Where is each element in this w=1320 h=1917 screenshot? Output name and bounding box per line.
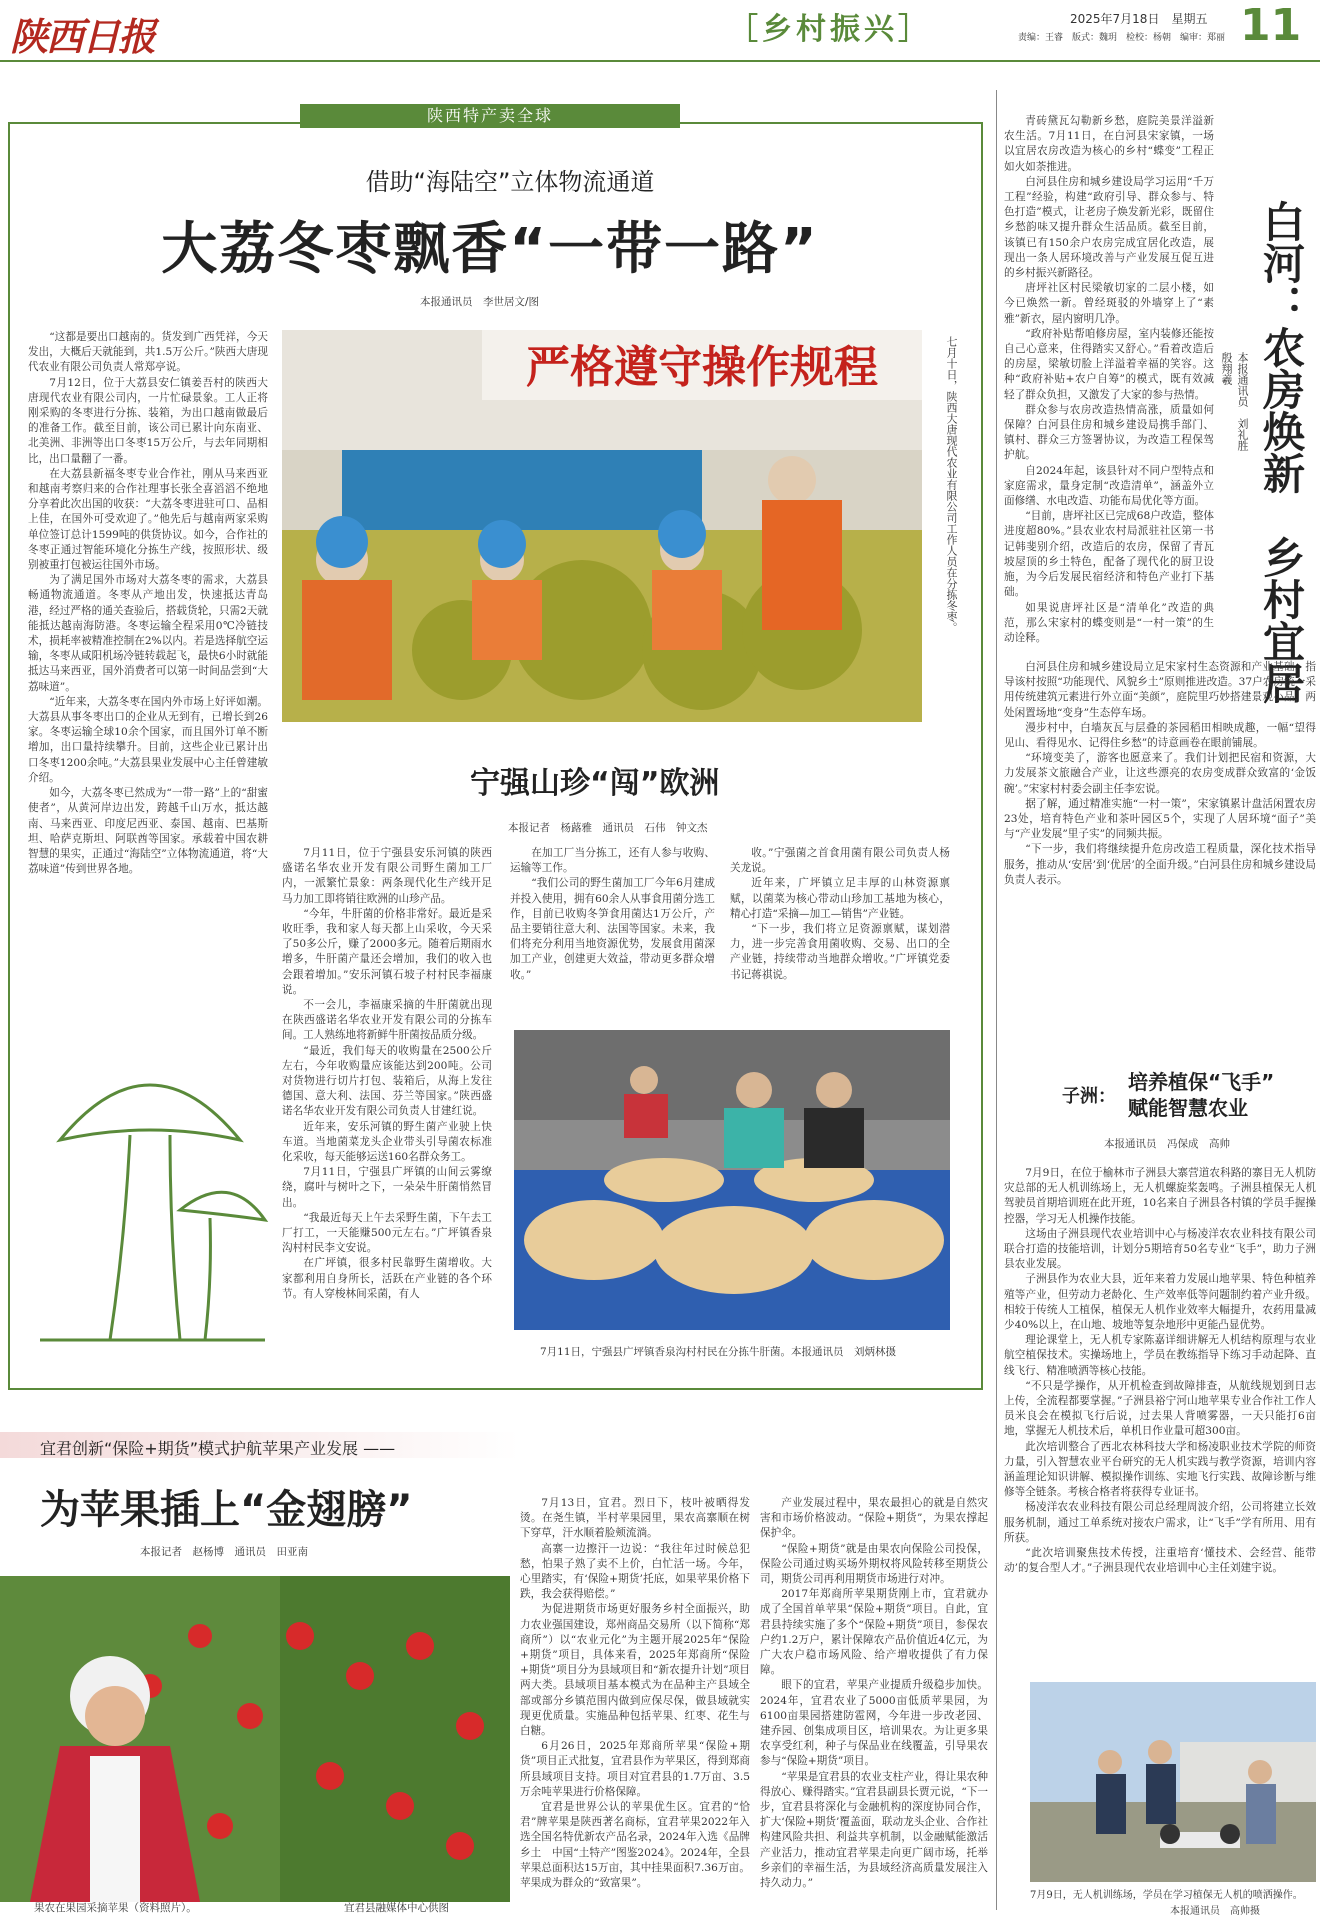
apple-photo-credit: 宜君县融媒体中心供图 <box>344 1902 449 1914</box>
page-number: 11 <box>1240 0 1302 51</box>
paragraph: 如果说唐坪社区是“清单化”改造的典范，那么宋家村的蝶变则是“一村一策”的生动诠释。 <box>1004 601 1214 644</box>
paragraph: 在加工厂当分拣工，还有人参与收购、运输等工作。 <box>510 847 715 875</box>
paragraph: 杨凌洋农农业科技有限公司总经理周波介绍，公司将建立长效服务机制，通过工单系统对接农户需求，让“飞手”学有所用、用有所获。 <box>1004 1501 1316 1544</box>
mushroom-photo <box>514 1030 950 1330</box>
paragraph: 收。”宁强菌之首食用菌有限公司负责人杨关龙说。 <box>730 847 950 875</box>
zizhou-title-2: 赋能智慧农业 <box>1128 1096 1248 1120</box>
paragraph: 7月11日，位于宁强县安乐河镇的陕西盛诺名华农业开发有限公司野生菌加工厂内，一派繁忙景象：两条现代化生产线开足马力加工即将销往欧洲的山珍产品。 <box>282 847 492 905</box>
paragraph: “我最近每天上午去采野生菌，下午去工厂打工，一天能赚500元左右。”广坪镇香泉沟村村民李文安说。 <box>282 1211 492 1255</box>
paragraph: 6月26日，2025年郑商所苹果“保险+期货”项目正式批复，宜君县作为苹果区，得到郑商所县域项目支持。项目对宜君县的1.7万亩、3.5万余吨苹果进行价格保障。 <box>520 1740 750 1798</box>
apple-photo <box>0 1576 510 1902</box>
paragraph: 2017年郑商所苹果期货刚上市，宜君就办成了全国首单苹果“保险+期货”项目。自此，宜君县持续实施了多个“保险+期货”项目，参保农户约1.2万户，累计保障农产品价值近4亿元，为广大农户稳市场风险、给产增收提供了有力保障。 <box>760 1588 988 1677</box>
paragraph: 唐坪社区村民梁敏切家的二层小楼，如今已焕然一新。曾经斑驳的外墙穿上了“素雅”新衣，屋内窗明几净。 <box>1004 282 1214 325</box>
baihe-body-lower <box>1004 660 1316 1060</box>
zizhou-title-1: 培养植保“飞手” <box>1128 1070 1275 1094</box>
zizhou-place: 子洲： <box>1062 1086 1116 1107</box>
paragraph: “苹果是宜君县的农业支柱产业，得让果农种得放心、赚得踏实。”宜君县副县长贾元说，“下一步，宜君县将深化与金融机构的深度协同合作，扩大‘保险+期货’覆盖面，联动龙头企业、合作社构建风险共担、利益共享机制，以金融赋能激活产业活力，推动宜君苹果走向更广阔市场，托举乡亲们的幸福生活，为县域经济高质量发展注入持久动力。” <box>760 1770 988 1890</box>
paragraph: 群众参与农房改造热情高涨，质量如何保障？白河县住房和城乡建设局携手部门、镇村、群众三方签署协议，为改造工程保驾护航。 <box>1004 403 1214 462</box>
paragraph: 白河县住房和城乡建设局立足宋家村生态资源和产业基础，指导该村按照“功能现代、风貌乡土”原则推进改造。37户农房统一采用传统建筑元素进行外立面“美颜”，庭院里巧妙搭建景观小品，两处闲置场地“变身”生态停车场。 <box>1004 661 1316 719</box>
paragraph: 据了解，通过精准实施“一村一策”，宋家镇累计盘活闲置农房23处，培育特色产业和茶叶园区5个，实现了人居环境“面子”美与“产业发展”里子实”的同频共振。 <box>1004 797 1316 841</box>
paragraph: 7月13日，宜君。烈日下，枝叶被晒得发烫。在尧生镇，半村苹果园里，果农高寨顺在树下穿草，汗水顺着脸颊流淌。 <box>520 1497 750 1540</box>
paragraph: 此次培训整合了西北农林科技大学和杨凌职业技术学院的师资力量，引入智慧农业平台研究的无人机实践与教学资源，培训内容涵盖理论知识讲解、模拟操作训练、实地飞行实践、故障诊断与维修等全链条。考核合格者将获得专业证书。 <box>1004 1440 1316 1499</box>
paragraph: 在大荔县新福冬枣专业合作社，刚从马来西亚和越南考察归来的合作社理事长张全喜滔滔不绝地分享着此次出国的收获：“大荔冬枣进驻可口、品相上佳，在国外可受欢迎了。”他先后与越南两家采购单位签订总计1599吨的供货协议。如今，合作社的冬枣正通过智能环境化分拣生产线，按照形状、级别被重打包被运往国外市场。 <box>28 467 268 572</box>
paragraph: “最近，我们每天的收购量在2500公斤左右，今年收购量应该能达到200吨。公司对货物进行切片打包、装箱后，从海上发往德国、意大利、法国、芬兰等国家。”陕西盛诺名华农业开发有限公司负责人甘建红说。 <box>282 1044 492 1118</box>
zizhou-body <box>1004 1166 1316 1678</box>
lead-byline: 本报通讯员 李世居文/图 <box>420 296 540 308</box>
mushroom-body-col2 <box>510 846 715 1026</box>
page-header <box>0 0 1320 62</box>
apple-title: 为苹果插上“金翅膀” <box>40 1487 413 1533</box>
paragraph: “我们公司的野生菌加工厂今年6月建成并投入使用，拥有60余人从事食用菌分选工作，目前已收购冬笋食用菌达1万公斤，产品主要销往意大利、法国等国家。未来，我们将充分利用当地资源优势，发展食用菌深加工产业，创建更大效益，带动更多群众增收。” <box>510 877 715 981</box>
mushroom-photo-caption: 7月11日，宁强县广坪镇香泉沟村村民在分拣牛肝菌。本报通讯员 刘炳林摄 <box>540 1346 897 1358</box>
paragraph: 漫步村中，白墙灰瓦与层叠的茶园稻田相映成趣，一幅“望得见山、看得见水、记得住乡愁”的诗意画卷在眼前铺展。 <box>1004 721 1316 750</box>
mushroom-illustration <box>30 1040 270 1360</box>
lead-photo-caption: 七月十日，陕西大唐现代农业有限公司工作人员在分拣冬枣。 <box>945 336 958 633</box>
baihe-byline: 本报通讯员 刘礼胜 殷翔羲 <box>1220 352 1249 462</box>
paragraph: 7月12日，位于大荔县安仁镇姜吾村的陕西大唐现代农业有限公司内，一片忙碌景象。工人正将刚采购的冬枣进行分拣、装箱，为出口越南做最后的准备工作。截至目前，该公司已累计向东南亚、北美洲、非洲等出口冬枣15万公斤，与去年同期相比，出口量翻了一番。 <box>28 376 268 465</box>
paragraph: “此次培训聚焦技术传授，注重培育‘懂技术、会经营、能带动’的复合型人才。”子洲县现代农业培训中心主任刘建宇说。 <box>1004 1547 1316 1575</box>
paragraph: 7月9日，在位于榆林市子洲县大寨营道农科路的寨目无人机防灾总部的无人机训练场上，无人机螺旋桨轰鸣。子洲县植保无人机驾驶员首期培训班在此开班，10名来自子洲县各村镇的学员手握操控器，学习无人机操作技能。 <box>1004 1167 1316 1225</box>
paragraph: “下一步，我们将继续提升危房改造工程质量，深化技术指导服务，推动从‘安居’到‘优居’的全面升级。”白河县住房和城乡建设局负责人表示。 <box>1004 843 1316 886</box>
column-divider <box>996 90 997 1910</box>
apple-photo-caption: 果农在果园采摘苹果（资料照片）。 <box>34 1902 197 1914</box>
mushroom-body-col3 <box>730 846 950 1026</box>
zizhou-photo <box>1030 1682 1316 1882</box>
paragraph: 近年来，安乐河镇的野生菌产业驶上快车道。当地菌菜龙头企业带头引导菌农标准化采收，每天能够运送160名群众务工。 <box>282 1120 492 1164</box>
paragraph: 宜君是世界公认的苹果优生区。宜君的“恰君”牌苹果是陕西著名商标，宜君苹果2022年入选全国名特优新农产品名录，2024年入选《品牌乡土 中国“土特产”图鉴2024》。2024年，全县苹果总面积达15万亩，其中挂果面积7.36万亩。苹果成为群众的“致富果”。 <box>520 1801 750 1890</box>
paragraph: “不只是学操作，从开机检查到故障排查，从航线规划到日志上传，全流程都要掌握。”子洲县裕宁河山地苹果专业合作社工作人员米良会在模拟飞行后说，过去果人背喷雾器，一天只能打6亩地，掌握无人机技术后，单机日作业量可超300亩。 <box>1004 1379 1316 1438</box>
paragraph: 白河县住房和城乡建设局学习运用“千万工程”经验，构建“政府引导、群众参与、特色打造”模式，让老房子焕发新光彩，既留住乡愁韵味又提升群众生活品质。截至目前，该镇已有150余户农房完成宜居化改造，展现出一条人居环境改善与产业发展互促互进的乡村振兴新路径。 <box>1004 175 1214 280</box>
paragraph: 子洲县作为农业大县，近年来着力发展山地苹果、特色种植养殖等产业，但劳动力老龄化、生产效率低等问题制约着产业升级。相较于传统人工植保，植保无人机作业效率大幅提升，农药用量减少40%以上，在山地、坡地等复杂地形中更能凸显优势。 <box>1004 1273 1316 1332</box>
paragraph: “下一步，我们将立足资源禀赋，谋划潜力，进一步完善食用菌收购、交易、出口的全产业链，持续带动当地群众增收。”广坪镇党委书记蒋祺说。 <box>730 923 950 981</box>
paragraph: “政府补贴帮咱修房屋，室内装修还能按自己心意来，住得踏实又舒心。”看着改造后的房屋，梁敏切脸上洋溢着幸福的笑容。这种“政府补贴+农户自筹”的模式，既有效减轻了群众负担，又激发了大家的参与热情。 <box>1004 327 1214 401</box>
paragraph: 为了满足国外市场对大荔冬枣的需求，大荔县畅通物流通道。冬枣从产地出发，快速抵达青岛港，经过严格的通关查验后，搭载货轮，只需2天就能抵达越南海防港。冬枣运输全程采用0℃冷链技术，损耗率被精准控制在2%以内。若是选择航空运输，冬枣从咸阳机场冷链转载起飞，最快6小时就能抵达马来西亚，国外消费者可以第一时间品尝到“大荔味道”。 <box>28 574 268 693</box>
feature-banner: 陕西特产卖全球 <box>300 104 680 128</box>
issue-date: 2025年7月18日 星期五 <box>1070 12 1208 26</box>
paragraph: 如今，大荔冬枣已然成为“一带一路”上的“甜蜜使者”，从黄河岸边出发，跨越千山万水，抵达越南、马来西亚、印度尼西亚、泰国、越南、巴基斯坦、哈萨克斯坦、阿联酋等国家。承载着中国农耕智慧的果实，正通过“海陆空”立体物流通道，将“大荔味道”传到世界各地。 <box>28 787 268 876</box>
paragraph: 近年来，广坪镇立足丰厚的山林资源禀赋，以菌菜为核心带动山珍加工基地为核心，精心打造“采摘—加工—销售”产业链。 <box>730 877 950 920</box>
paragraph: 7月11日，宁强县广坪镇的山间云雾缭绕，腐叶与树叶之下，一朵朵牛肝菌悄然冒出。 <box>282 1166 492 1209</box>
lead-body <box>28 330 268 1010</box>
paragraph: “近年来，大荔冬枣在国内外市场上好评如潮。大荔县从事冬枣出口的企业从无到有，已增长到26家。冬枣运输全球10余个国家，而且国外订单不断增加，出口量持续攀升。目前，这些企业已累计出口冬枣1200余吨。”大荔县果业发展中心主任曾建敏介绍。 <box>28 695 268 784</box>
mushroom-title: 宁强山珍“闯”欧洲 <box>470 766 720 801</box>
paragraph: 为促进期货市场更好服务乡村全面振兴，助力农业强国建设，郑州商品交易所（以下简称“郑商所”）以“农业元化”为主题开展2025年“保险+期货”项目，具体来看，2025年郑商所“保险+期货”项目分为县域项目和“新农提升计划”项目两大类。县域项目基本模式为在品种主产县域全部或部分乡镇范围内做到应保尽保，做县域就实现更优质量。实施品种包括苹果、红枣、花生与白糖。 <box>520 1603 750 1738</box>
section-name: ［乡村振兴］ <box>728 12 932 47</box>
apple-body-col2 <box>760 1496 988 1896</box>
paragraph: 这场由子洲县现代农业培训中心与杨凌洋农农业科技有限公司联合打造的技能培训，计划分5期培育50名专业“飞手”，助力子洲县农业发展。 <box>1004 1227 1316 1271</box>
paragraph: “保险+期货”就是由果农向保险公司投保，保险公司通过购买场外期权将风险转移至期货公司，期货公司再利用期货市场进行对冲。 <box>760 1542 988 1586</box>
svg-text:严格遵守操作规程: 严格遵守操作规程 <box>526 342 878 393</box>
paragraph: “今年，牛肝菌的价格非常好。最近是采收旺季，我和家人每天都上山采收，今天采了50多公斤，赚了2000多元。随着后期雨水增多，牛肝菌产量还会增加，我们的收入也会跟着增加。”安乐河镇石坡子村村民李福康说。 <box>282 907 492 996</box>
paragraph: 自2024年起，该县针对不同户型特点和家庭需求，量身定制“改造清单”，涵盖外立面修缮、水电改造、功能布局优化等方面。 <box>1004 464 1214 508</box>
paragraph: “环境变美了，游客也愿意来了。我们计划把民宿和资源，大力发展茶文旅融合产业，让这些漂亮的农房变成群众致富的‘金饭碗’。”宋家村村委会副主任李宏说。 <box>1004 752 1316 795</box>
baihe-body-upper <box>1004 114 1214 654</box>
editor-credits: 责编：王睿 版式：魏玥 检校：杨朝 编审：郑丽 <box>1018 33 1226 43</box>
paragraph: 在广坪镇，很多村民靠野生菌增收。大家都利用自身所长，活跃在产业链的各个环节。有人穿梭林间采菌，有人 <box>282 1257 492 1300</box>
apple-body-col1 <box>520 1496 750 1896</box>
zizhou-photo-caption: 7月9日，无人机训练场，学员在学习植保无人机的喷洒操作。 <box>1030 1890 1303 1901</box>
lead-title: 大荔冬枣飘香“一带一路” <box>161 217 819 282</box>
apple-pretitle: 宜君创新“保险+期货”模式护航苹果产业发展 —— <box>40 1439 396 1458</box>
paragraph: 青砖黛瓦勾勒新乡愁，庭院美景洋溢新农生活。7月11日，在白河县宋家镇，一场以宜居农房改造为核心的乡村“蝶变”工程正如火如荼推进。 <box>1004 115 1214 173</box>
mushroom-body-col1 <box>282 846 492 1366</box>
paragraph: 理论课堂上，无人机专家陈嘉详细讲解无人机结构原理与农业航空植保技术。实操场地上，学员在教练指导下练习手动起降、直线飞行、精准喷洒等核心技能。 <box>1004 1334 1316 1377</box>
apple-byline: 本报记者 赵杨博 通讯员 田亚南 <box>140 1546 308 1558</box>
paragraph: “目前，唐坪社区已完成68户改造，整体进度超80%。”县农业农村局派驻社区第一书记韩斐别介绍，改造后的农房，保留了青瓦坡屋顶的乡土特色，配备了现代化的厨卫设施，为今后发展民宿经济和特色产业打下基础。 <box>1004 510 1214 599</box>
zizhou-byline: 本报通讯员 冯保成 高帅 <box>1104 1138 1230 1150</box>
paragraph: 不一会儿，李福康采摘的牛肝菌就出现在陕西盛诺名华农业开发有限公司的分拣车间。工人熟练地将新鲜牛肝菌按品质分级。 <box>282 999 492 1042</box>
paragraph: 眼下的宜君，苹果产业提质升级稳步加快。2024年，宜君农业了5000亩低质苹果园，为6100亩果园搭建防雹网，今年进一步改老园、建乔园、创集成项目区，培训果农。为让更多果农享受红利，种子与保品业在线覆盖，引导果农参与“保险+期货”项目。 <box>760 1679 988 1768</box>
mushroom-byline: 本报记者 杨蕗雅 通讯员 石伟 钟文杰 <box>508 822 708 834</box>
baihe-title: 白河：农房焕新 乡村宜居 <box>1257 200 1306 704</box>
lead-photo <box>282 330 922 722</box>
paragraph: 高寨一边擦汗一边说：“我往年过时候总犯愁，怕果子熟了卖不上价，白忙活一场。今年，心里踏实，有‘保险+期货’托底，如果苹果价格下跌，我会获得赔偿。” <box>520 1542 750 1601</box>
paragraph: 产业发展过程中，果农最担心的就是自然灾害和市场价格波动。“保险+期货”，为果农撑起保护伞。 <box>760 1497 988 1540</box>
lead-pretitle: 借助“海陆空”立体物流通道 <box>365 168 655 196</box>
masthead-logo: 陕西日报 <box>10 14 155 59</box>
zizhou-photo-credit: 本报通讯员 高帅摄 <box>1170 1906 1260 1917</box>
paragraph: “这都是要出口越南的。货发到广西凭祥，今天发出，大概后天就能到，共1.5万公斤。”陕西大唐现代农业有限公司负责人常郑亭说。 <box>28 331 268 374</box>
